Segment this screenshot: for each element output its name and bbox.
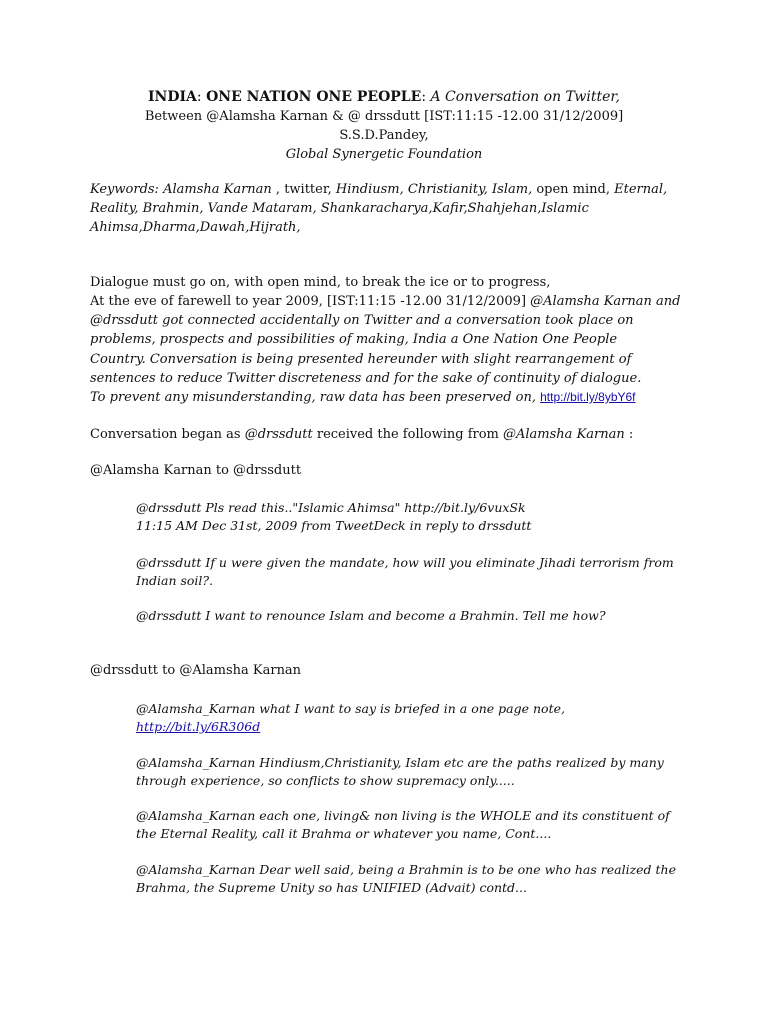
keywords-line-3: Ahimsa,Dharma,Dawah,Hijrath, xyxy=(90,220,301,235)
intro-line-4: problems, prospects and possibilities of making, India a One Nation One People xyxy=(90,332,618,347)
organization-name: Global Synergetic Foundation xyxy=(285,147,483,162)
reply-3-line-2: the Eternal Reality, call it Brahma or whatever you name, Cont.... xyxy=(136,826,552,841)
intro-line-1: Dialogue must go on, with open mind, to break the ice or to progress, xyxy=(90,275,551,290)
keywords-line-1: Keywords: Alamsha Karnan , twitter, Hindiusm, Christianity, Islam, open mind, Eternal, xyxy=(90,182,668,197)
reply-1-link xyxy=(136,719,260,734)
reply-1-line-1: @Alamsha_Karnan what I want to say is briefed in a one page note, xyxy=(136,701,565,716)
reply-2-line-2: through experience, so conflicts to show supremacy only..... xyxy=(136,773,515,788)
keywords-label: Keywords: Alamsha Karnan xyxy=(90,182,272,197)
reply-4-line-2: Brahma, the Supreme Unity so has UNIFIED (Advait) contd... xyxy=(136,880,527,895)
document-title xyxy=(0,89,768,105)
title-between-line: Between @Alamsha Karnan & @ drssdutt [IST:11:15 -12.00 31/12/2009] xyxy=(144,109,624,124)
title-subtitle: A Conversation on Twitter, xyxy=(430,89,620,105)
intro-line-6: sentences to reduce Twitter discreteness and for the sake of continuity of dialogue. xyxy=(90,371,642,386)
title-india: INDIA xyxy=(148,89,197,105)
keywords-line-2: Reality, Brahmin, Vande Mataram, Shankaracharya,Kafir,Shahjehan,Islamic xyxy=(90,201,589,216)
note-link[interactable]: http://bit.ly/6R306d xyxy=(136,719,261,734)
intro-line-2: At the eve of farewell to year 2009, [IST:11:15 -12.00 31/12/2009] @Alamsha Karnan and xyxy=(90,294,681,309)
raw-data-link[interactable]: http://bit.ly/8ybY6f xyxy=(540,390,636,404)
reply-3-line-1: @Alamsha_Karnan each one, living& non living is the WHOLE and its constituent of xyxy=(136,808,670,823)
author-name: S.S.D.Pandey, xyxy=(339,128,429,143)
reply-4-line-1: @Alamsha_Karnan Dear well said, being a Brahmin is to be one who has realized the xyxy=(136,862,676,877)
conversation-began-line: Conversation began as @drssdutt received the following from @Alamsha Karnan : xyxy=(90,427,634,442)
section-heading-drssdutt-to-alamsha: @drssdutt to @Alamsha Karnan xyxy=(90,663,302,678)
intro-line-3: @drssdutt got connected accidentally on Twitter and a conversation took place on xyxy=(90,313,634,328)
tweet-2-line-1: @drssdutt If u were given the mandate, how will you eliminate Jihadi terrorism from xyxy=(136,555,674,570)
tweet-2-line-2: Indian soil?. xyxy=(136,573,214,588)
intro-line-7: To prevent any misunderstanding, raw data has been preserved on, http://bit.ly/8ybY6f xyxy=(90,390,636,405)
reply-2-line-1: @Alamsha_Karnan Hindiusm,Christianity, Islam etc are the paths realized by many xyxy=(136,755,664,770)
title-sep: : xyxy=(196,89,207,105)
tweet-1-line-2: 11:15 AM Dec 31st, 2009 from TweetDeck in reply to drssdutt xyxy=(136,518,532,533)
intro-line-5: Country. Conversation is being presented hereunder with slight rearrangement of xyxy=(90,352,632,367)
title-colon: : xyxy=(421,89,431,105)
tweet-3: @drssdutt I want to renounce Islam and become a Brahmin. Tell me how? xyxy=(136,608,606,623)
title-one-nation: ONE NATION ONE PEOPLE xyxy=(206,89,422,105)
section-heading-alamsha-to-drssdutt: @Alamsha Karnan to @drssdutt xyxy=(90,463,302,478)
tweet-1-line-1: @drssdutt Pls read this.."Islamic Ahimsa" http://bit.ly/6vuxSk xyxy=(136,500,526,515)
